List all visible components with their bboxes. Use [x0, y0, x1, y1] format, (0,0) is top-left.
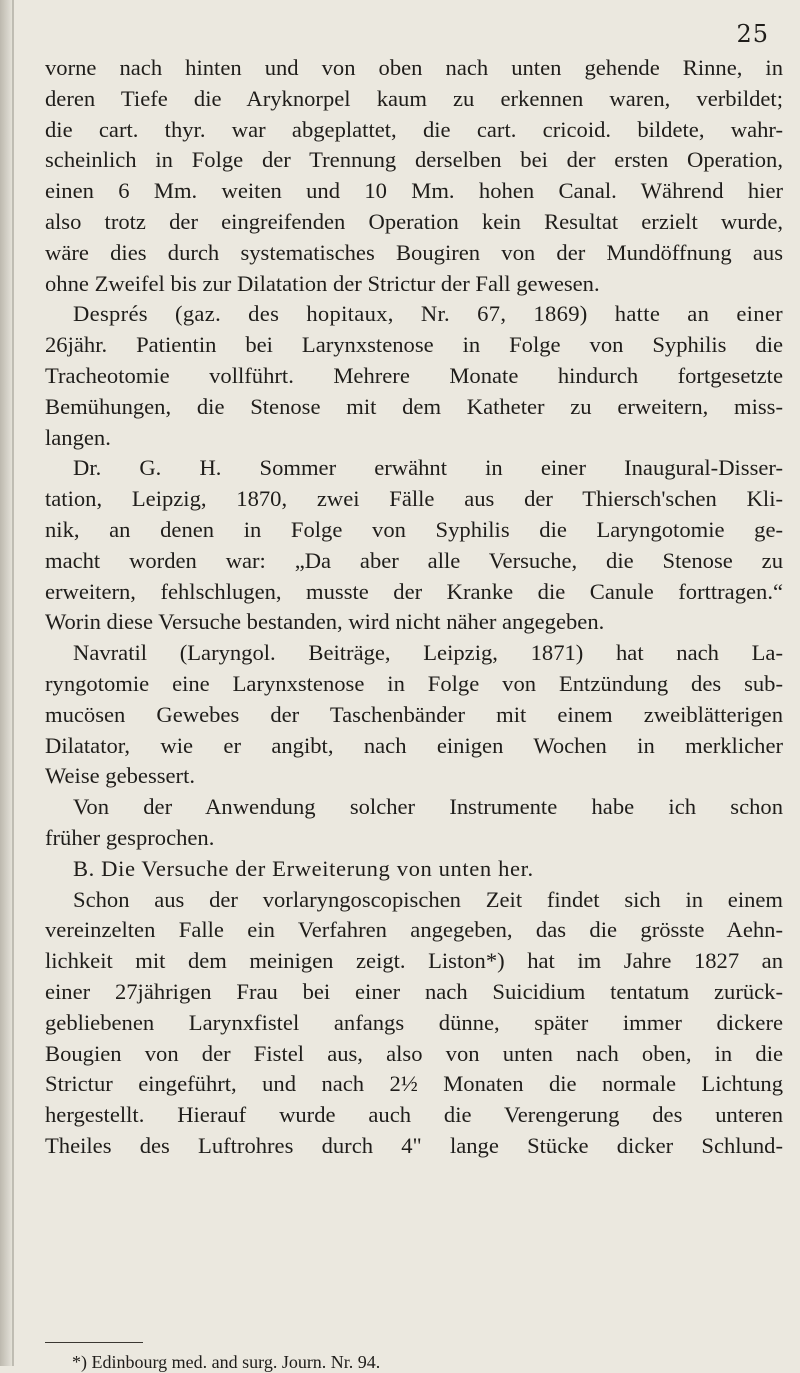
text-line: einen 6 Mm. weiten und 10 Mm. hohen Canal. Während hier — [45, 178, 783, 204]
text-line: Dilatator, wie er angibt, nach einigen Wochen in merklicher — [45, 732, 783, 758]
text-line: Theiles des Luftrohres durch 4" lange Stücke dicker Schlund- — [45, 1132, 783, 1158]
text-line: Després (gaz. des hopitaux, Nr. 67, 1869) hatte an einer — [73, 301, 783, 327]
text-line: mucösen Gewebes der Taschenbänder mit einem zweiblätterigen — [45, 701, 783, 727]
text-line: hergestellt. Hierauf wurde auch die Verengerung des unteren — [45, 1102, 783, 1128]
page-number: 25 — [736, 20, 769, 48]
body-text — [45, 53, 783, 1162]
text-line: scheinlich in Folge der Trennung derselben bei der ersten Operation, — [45, 147, 783, 173]
text-line: nik, an denen in Folge von Syphilis die Laryngotomie ge- — [45, 516, 783, 542]
text-line: tation, Leipzig, 1870, zwei Fälle aus der Thiersch'schen Kli- — [45, 486, 783, 512]
text-line: also trotz der eingreifenden Operation kein Resultat erzielt wurde, — [45, 208, 783, 234]
text-line: Bemühungen, die Stenose mit dem Katheter zu erweitern, miss- — [45, 393, 783, 419]
text-line: ohne Zweifel bis zur Dilatation der Strictur der Fall gewesen. — [45, 270, 600, 296]
text-line: früher gesprochen. — [45, 824, 215, 850]
text-line: Von der Anwendung solcher Instrumente habe ich schon — [73, 794, 783, 820]
text-line: Weise gebessert. — [45, 763, 196, 789]
text-line: Dr. G. H. Sommer erwähnt in einer Inaugural-Disser- — [73, 455, 783, 481]
text-line: Navratil (Laryngol. Beiträge, Leipzig, 1871) hat nach La- — [73, 640, 783, 666]
text-line: Tracheotomie vollführt. Mehrere Monate hindurch fortgesetzte — [45, 362, 783, 388]
footnote: *) Edinbourg med. and surg. Journ. Nr. 94. — [72, 1352, 381, 1372]
text-line: 26jähr. Patientin bei Larynxstenose in Folge von Syphilis die — [45, 332, 783, 358]
footnote-divider — [45, 1342, 143, 1343]
text-line: langen. — [45, 424, 111, 450]
text-line: gebliebenen Larynxfistel anfangs dünne, später immer dickere — [45, 1009, 783, 1035]
text-line: Bougien von der Fistel aus, also von unten nach oben, in die — [45, 1040, 783, 1066]
text-line: macht worden war: „Da aber alle Versuche, die Stenose zu — [45, 547, 783, 573]
text-line: ryngotomie eine Larynxstenose in Folge von Entzündung des sub- — [45, 670, 783, 696]
page-gutter-edge — [12, 0, 14, 1366]
text-line: wäre dies durch systematisches Bougiren von der Mundöffnung aus — [45, 239, 783, 265]
text-line: lichkeit mit dem meinigen zeigt. Liston*) hat im Jahre 1827 an — [45, 948, 783, 974]
text-line: vereinzelten Falle ein Verfahren angegeben, das die grösste Aehn- — [45, 917, 783, 943]
text-line: vorne nach hinten und von oben nach unten gehende Rinne, in — [45, 55, 783, 80]
text-line: Strictur eingeführt, und nach 2½ Monaten die normale Lichtung — [45, 1071, 783, 1097]
text-line: einer 27jährigen Frau bei einer nach Suicidium tentatum zurück- — [45, 978, 783, 1004]
text-line: deren Tiefe die Aryknorpel kaum zu erkennen waren, verbildet; — [45, 85, 783, 111]
text-line: erweitern, fehlschlugen, musste der Kranke die Canule forttragen.“ — [45, 578, 783, 604]
text-line: Worin diese Versuche bestanden, wird nicht näher angegeben. — [45, 609, 605, 635]
text-line: die cart. thyr. war abgeplattet, die cart. cricoid. bildete, wahr- — [45, 116, 783, 142]
section-heading: B. Die Versuche der Erweiterung von unten her. — [73, 855, 534, 881]
text-line: Schon aus der vorlaryngoscopischen Zeit findet sich in einem — [73, 886, 783, 912]
